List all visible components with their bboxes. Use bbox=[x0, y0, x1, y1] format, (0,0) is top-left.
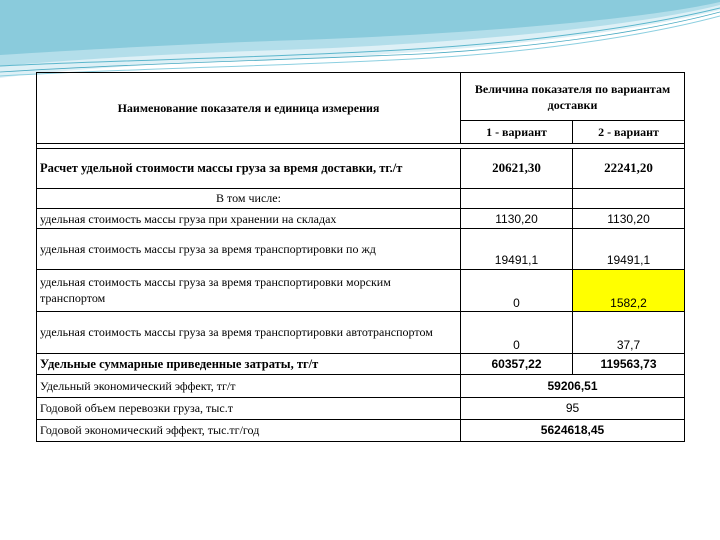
row-value-v2-highlighted: 1582,2 bbox=[573, 269, 685, 311]
row-label: удельная стоимость массы груза за время транспортировки морским транспортом bbox=[37, 269, 461, 311]
row-value-v2: 119563,73 bbox=[573, 354, 685, 375]
row-label: Годовой объем перевозки груза, тыс.т bbox=[37, 397, 461, 419]
row-value-v2: 19491,1 bbox=[573, 229, 685, 269]
row-value-v1: 1130,20 bbox=[461, 209, 573, 229]
row-value-v2: 37,7 bbox=[573, 311, 685, 353]
row-value-merged: 59206,51 bbox=[461, 375, 685, 397]
row-label: удельная стоимость массы груза за время транспортировки автотранспортом bbox=[37, 311, 461, 353]
row-label: Расчет удельной стоимости массы груза за время доставки, тг./т bbox=[37, 148, 461, 188]
row-value-merged: 95 bbox=[461, 397, 685, 419]
row-value-v1: 60357,22 bbox=[461, 354, 573, 375]
row-label: Удельный экономический эффект, тг/т bbox=[37, 375, 461, 397]
row-value-v1: 20621,30 bbox=[461, 148, 573, 188]
row-value-v1: 0 bbox=[461, 269, 573, 311]
empty-cell bbox=[461, 188, 573, 208]
empty-cell bbox=[573, 188, 685, 208]
row-value-merged: 5624618,45 bbox=[461, 419, 685, 441]
row-label: В том числе: bbox=[37, 188, 461, 208]
row-value-v1: 0 bbox=[461, 311, 573, 353]
header-variant-1: 1 - вариант bbox=[461, 121, 573, 143]
row-label: удельная стоимость массы груза за время транспортировки по жд bbox=[37, 229, 461, 269]
header-variant-2: 2 - вариант bbox=[573, 121, 685, 143]
row-value-v2: 22241,20 bbox=[573, 148, 685, 188]
row-value-v1: 19491,1 bbox=[461, 229, 573, 269]
row-label: Удельные суммарные приведенные затраты, тг/т bbox=[37, 354, 461, 375]
header-name-col: Наименование показателя и единица измерения bbox=[37, 73, 461, 144]
row-label: Годовой экономический эффект, тыс.тг/год bbox=[37, 419, 461, 441]
row-value-v2: 1130,20 bbox=[573, 209, 685, 229]
row-label: удельная стоимость массы груза при хранении на складах bbox=[37, 209, 461, 229]
indicator-table bbox=[36, 72, 685, 442]
header-value-col: Величина показателя по вариантам доставки bbox=[461, 73, 685, 121]
